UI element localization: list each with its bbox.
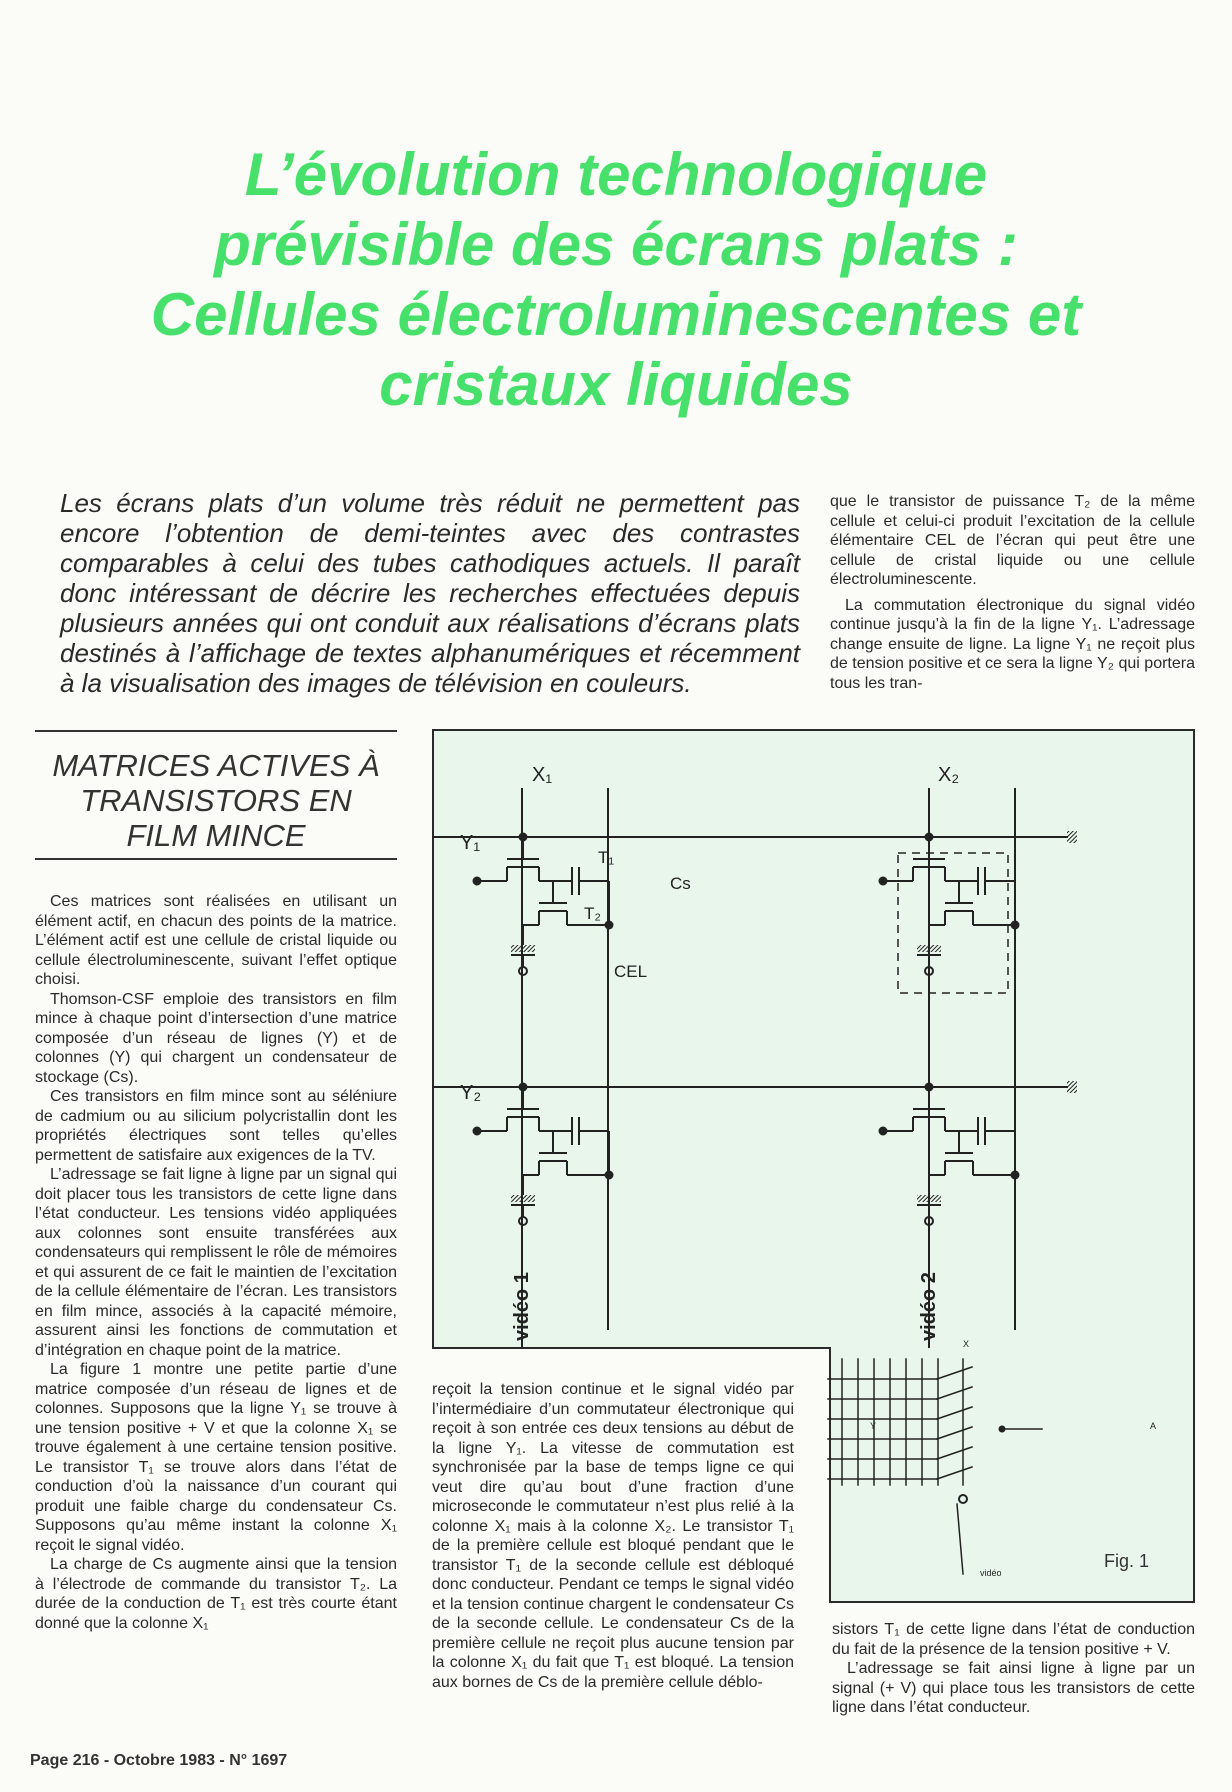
label-video-2: vidéo 2: [918, 1272, 940, 1341]
junction-dot: [474, 878, 481, 885]
label-cs: Cs: [670, 874, 691, 893]
cell-electrode: [511, 1195, 535, 1202]
paragraph: Ces matrices sont réalisées en utilisant un élément actif, en chacun des points de la matrice. L’élément actif est une cellule de cristal liquide ou cellule électroluminescente, suivant l’effet optique choisi.: [35, 893, 397, 988]
label-t2: T₂: [584, 904, 601, 923]
paragraph: reçoit la tension continue et le signal vidéo par l’intermédiaire d’un commutateur électronique qui reçoit à son entrée ces deux tensions au début de la ligne Y₁. La vitesse de commutation est synchronisée par la base de temps ligne ce qui veut dire qu’au bout d’une fraction d’une microseconde le commutateur n’est plus relié à la colonne X₁ mais à la colonne X₂. Le transistor T₁ de la première cellule est bloqué pendant que le transistor T₁ de la seconde cellule est débloqué donc conducteur. Pendant ce temps le signal vidéo et la tension continue chargent le condensateur Cs de la seconde cellule. Le condensateur Cs de la première cellule ne reçoit plus aucune tension par la colonne X₁ du fait que T₁ est bloqué. La tension aux bornes de Cs de la première cellule déblo-: [432, 1381, 794, 1691]
paragraph: La commutation électronique du signal vidéo continue jusqu’à la fin de la ligne Y₁. L’adressage change ensuite de ligne. La ligne Y₁ ne reçoit plus de tension positive et ce sera la ligne Y₂ qui portera tous les tran-: [830, 596, 1195, 692]
label-video-1: vidéo 1: [511, 1272, 533, 1341]
junction-dot: [880, 1128, 887, 1135]
inset-label-a: A: [1150, 1421, 1157, 1431]
label-t1: T₁: [598, 848, 615, 867]
section-heading: [35, 748, 397, 853]
inset-label-y: Y: [870, 1421, 877, 1431]
middle-column: [432, 1380, 794, 1692]
section-rule-top: [35, 730, 397, 732]
article-title: [40, 140, 1192, 420]
paragraph: L’adressage se fait ligne à ligne par un signal qui doit placer tous les transistors de cette ligne dans l’état conducteur. Les tensions vidéo appliquées aux colonnes sont ensuite transférées aux condensateurs qui remplissent le rôle de mémoires et qui assurent de ce fait le maintien de l’excitation de la cellule élémentaire de l’écran. Les transistors en film mince, associés à la capacité mémoire, assurent ainsi les fonctions de commutation et d’intégration en chaque point de la matrice.: [35, 1166, 397, 1359]
paragraph: La charge de Cs augmente ainsi que la tension à l’électrode de commande du transistor T₂. La durée de la conduction de T₁ est très courte étant donné que la colonne X₁: [35, 1556, 397, 1632]
left-column: [35, 892, 397, 1633]
section-heading-line: TRANSISTORS EN: [80, 783, 352, 818]
row-y1-ground-hatch: [1067, 831, 1077, 843]
junction-dot: [880, 878, 887, 885]
label-x1: X₁: [532, 764, 553, 786]
cell-electrode: [917, 1195, 941, 1202]
paragraph: sistors T₁ de cette ligne dans l’état de conduction du fait de la présence de la tension positive + V.: [832, 1621, 1195, 1658]
inset-label-x: X: [963, 1339, 970, 1349]
right-column-top: [830, 492, 1195, 693]
paragraph: La figure 1 montre une petite partie d’une matrice composée d’un réseau de lignes et de colonnes. Supposons que la ligne Y₁ se trouve à une tension positive + V et que la colonne X₁ se trouve également à une certaine tension positive. Le transistor T₁ se trouve alors dans l’état de conduction d’où la naissance d’un courant qui produit une faible charge du condensateur Cs. Supposons qu’au même instant la colonne X₁ reçoit le signal vidéo.: [35, 1361, 397, 1554]
paragraph: que le transistor de puissance T₂ de la même cellule et celui-ci produit l’excitation de la cellule élémentaire CEL de l’écran qui peut être une cellule de cristal liquide ou une cellule électroluminescente.: [830, 493, 1195, 588]
section-heading-line: FILM MINCE: [126, 818, 306, 853]
title-line: L’évolution technologique: [244, 141, 988, 208]
label-cel: CEL: [614, 962, 648, 981]
right-column-bottom: [832, 1620, 1195, 1718]
intro-paragraph: Les écrans plats d’un volume très réduit ne permettent pas encore l’obtention de demi-teintes avec des contrastes comparables à celui des tubes cathodiques actuels. Il paraît donc intéressant de décrire les recherches effectuées depuis plusieurs années qui ont conduit aux réalisations d’écrans plats destinés à l’affichage de textes alphanumériques et récemment à la visualisation des images de télévision en couleurs.: [60, 488, 800, 698]
paragraph: Ces transistors en film mince sont au séléniure de cadmium ou au silicium polycristallin dont les propriétés électriques sont telles qu’elles permettent de satisfaire aux exigences de la TV.: [35, 1088, 397, 1164]
label-y2: Y₂: [460, 1082, 482, 1104]
cell-electrode: [511, 945, 535, 952]
inset-select-dot: [999, 1426, 1006, 1433]
junction-dot: [474, 1128, 481, 1135]
figure-caption: Fig. 1: [1104, 1551, 1150, 1571]
label-x2: X₂: [938, 764, 960, 786]
title-line: cristaux liquides: [379, 351, 853, 418]
label-y1: Y₁: [460, 832, 481, 854]
row-y2-ground-hatch: [1067, 1081, 1077, 1093]
title-line: Cellules électroluminescentes et: [150, 281, 1082, 348]
title-line: prévisible des écrans plats :: [214, 211, 1018, 278]
section-heading-line: MATRICES ACTIVES À: [52, 748, 380, 783]
inset-label-video: vidéo: [980, 1568, 1002, 1578]
paragraph: L’adressage se fait ainsi ligne à ligne par un signal (+ V) qui place tous les transistors de cette ligne dans l’état conducteur.: [832, 1660, 1195, 1716]
cell-electrode: [917, 945, 941, 952]
page-footer: Page 216 - Octobre 1983 - N° 1697: [30, 1752, 288, 1769]
paragraph: Thomson-CSF emploie des transistors en film mince à chaque point d’intersection d’une matrice composée d’un réseau de lignes (Y) et de colonnes (Y) qui chargent un condensateur de stockage (Cs).: [35, 990, 397, 1086]
section-rule-bottom: [35, 858, 397, 860]
